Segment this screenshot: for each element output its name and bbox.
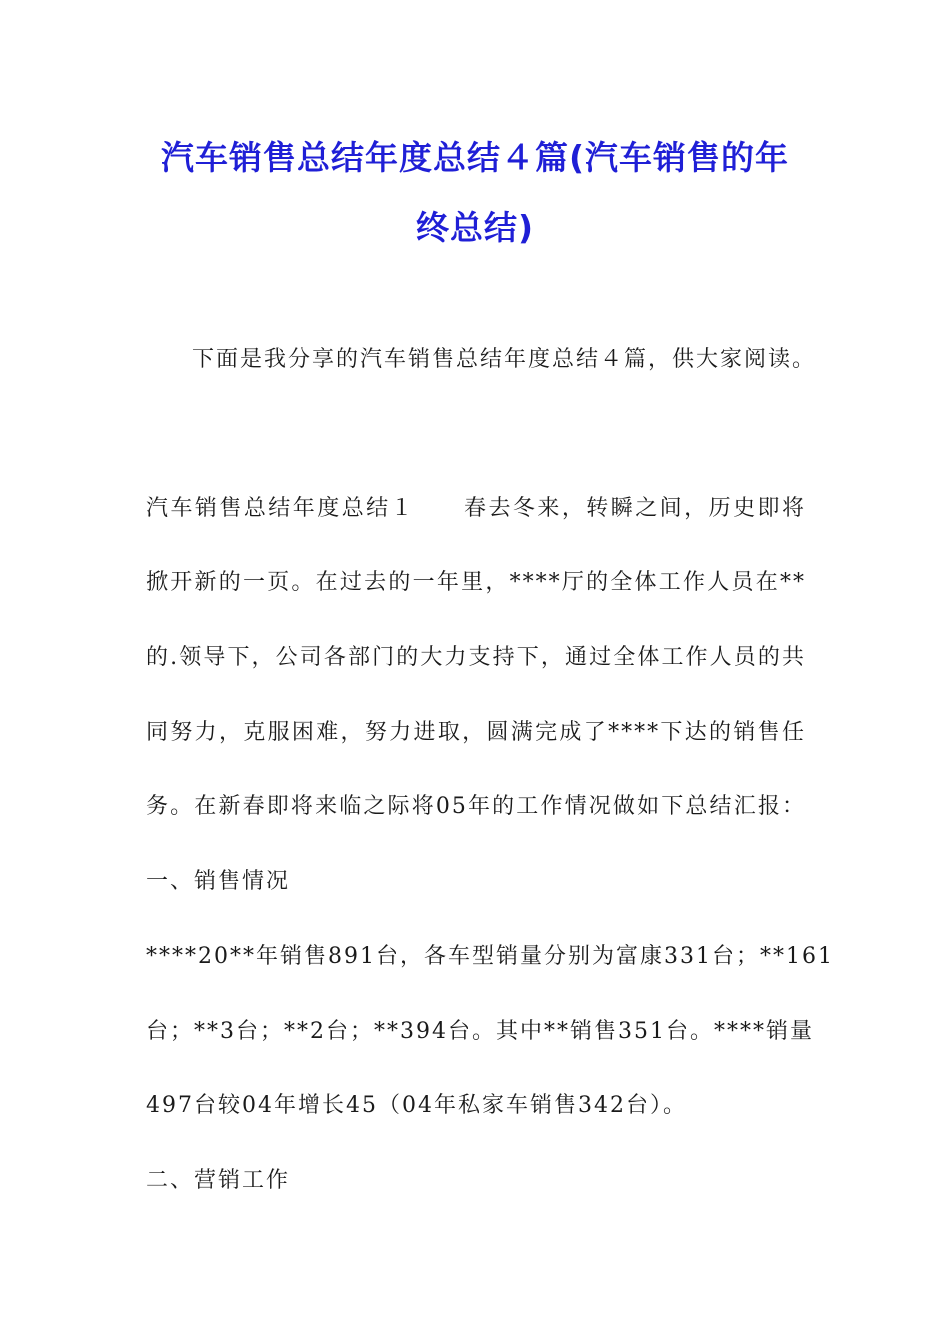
body-line: 的.领导下，公司各部门的大力支持下，通过全体工作人员的共 <box>146 645 806 670</box>
document-title-line-1: 汽车销售总结年度总结４篇(汽车销售的年 <box>160 138 790 177</box>
section-heading: 二、营销工作 <box>146 1168 291 1193</box>
body-line: ****20**年销售891台，各车型销量分别为富康331台；**161 <box>146 944 834 969</box>
body-line: 汽车销售总结年度总结１ 春去冬来，转瞬之间，历史即将 <box>146 496 806 521</box>
body-line: 掀开新的一页。在过去的一年里，****厅的全体工作人员在** <box>146 570 806 595</box>
document-title-line-2: 终总结) <box>415 208 535 247</box>
body-line: 同努力，克服困难，努力进取，圆满完成了****下达的销售任 <box>146 720 806 745</box>
intro-paragraph: 下面是我分享的汽车销售总结年度总结４篇，供大家阅读。 <box>192 347 817 372</box>
body-line: 台；**3台；**2台；**394台。其中**销售351台。****销量 <box>146 1019 814 1044</box>
body-line: 497台较04年增长45（04年私家车销售342台）。 <box>146 1093 687 1118</box>
body-line: 务。在新春即将来临之际将05年的工作情况做如下总结汇报： <box>146 794 806 819</box>
section-heading: 一、销售情况 <box>146 869 291 894</box>
